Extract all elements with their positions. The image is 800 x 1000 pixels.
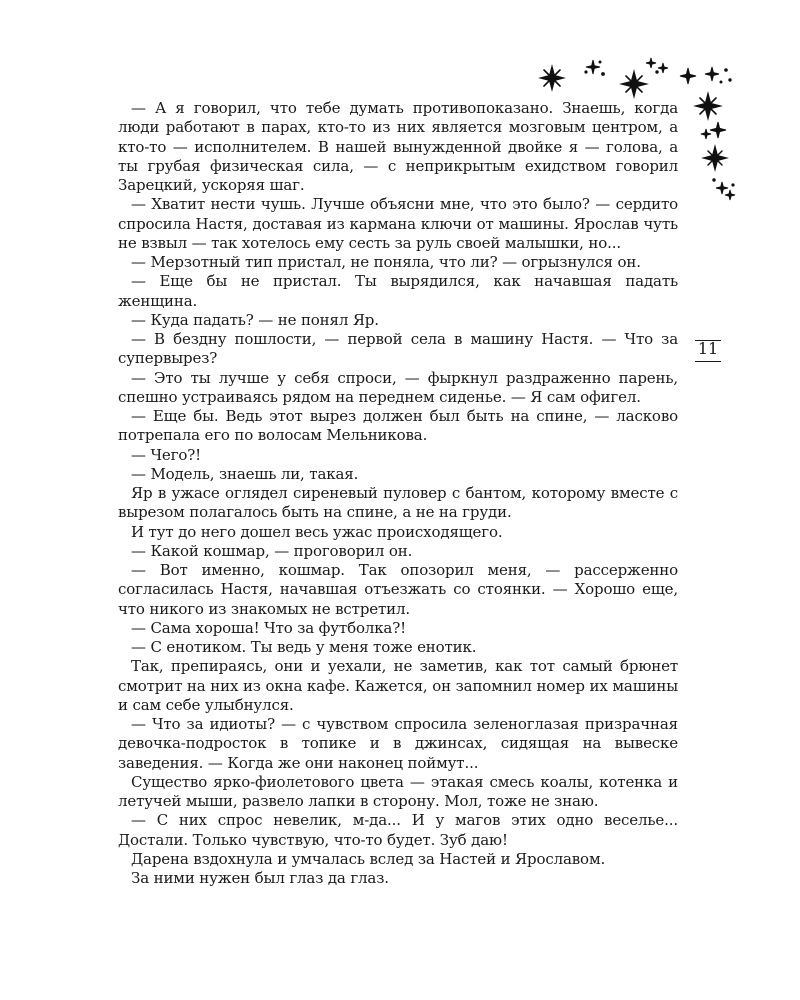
paragraph: — А я говорил, что тебе думать противопоказано. Знаешь, когда люди работают в парах, кто-то из них является мозговым центром, а кто-то — исполнителем. В нашей вынужденной двойке я — голова, а ты грубая физическая сила, — с неприкрытым ехидством говорил Зарецкий, ускоряя шаг. [118, 99, 678, 194]
paragraph: И тут до него дошел весь ужас происходящего. [131, 522, 503, 541]
paragraph: — Это ты лучше у себя спроси, — фыркнул раздраженно парень, спешно устраиваясь рядом на переднем сиденье. — Я сам офигел. [118, 368, 678, 406]
paragraph: — Вот именно, кошмар. Так опозорил меня, — рассерженно согласилась Настя, начавшая отъезжать со стоянки. — Хорошо еще, что никого из знакомых не встретил. [118, 561, 678, 618]
paragraph: — Еще бы. Ведь этот вырез должен был быть на спине, — ласково потрепала его по волосам Мельникова. [118, 407, 678, 445]
paragraph: Дарена вздохнула и умчалась вслед за Настей и Ярославом. [131, 849, 606, 868]
paragraph: — Модель, знаешь ли, такая. [131, 464, 359, 483]
paragraph: — Какой кошмар, — проговорил он. [131, 541, 413, 560]
paragraph: — С енотиком. Ты ведь у меня тоже енотик. [131, 638, 477, 656]
paragraph: — Хватит нести чушь. Лучше объясни мне, что это было? — сердито спросила Настя, доставая из кармана ключи от машины. Ярослав чуть не взвыл — так хотелось ему сесть за руль своей малышки, но... [118, 195, 678, 252]
paragraph: — Куда падать? — не понял Яр. [131, 310, 379, 329]
paragraph: За ними нужен был глаз да глаз. [131, 869, 389, 887]
paragraph: — Мерзотный тип пристал, не поняла, что ли? — огрызнулся он. [131, 253, 641, 271]
page-number: 11 [697, 339, 719, 358]
paragraph: Яр в ужасе оглядел сиреневый пуловер с бантом, которому вместе с вырезом полагалось быть на спине, а не на груди. [118, 484, 678, 522]
body-text [118, 99, 678, 888]
paragraph: — Еще бы не пристал. Ты вырядился, как начавшая падать женщина. [118, 272, 678, 310]
paragraph: — С них спрос невелик, м-да... И у магов этих одно веселье... Достали. Только чувствую, что-то будет. Зуб даю! [118, 811, 678, 849]
paragraph: — Что за идиоты? — с чувством спросила зеленоглазая призрачная девочка-подросток в топике и в джинсах, сидящая на вывеске заведения. — Когда же они наконец поймут... [118, 715, 678, 772]
page-number-rule-bottom [695, 361, 721, 362]
paragraph: — Чего?! [131, 445, 201, 464]
paragraph: Так, препираясь, они и уехали, не заметив, как тот самый брюнет смотрит на них из окна кафе. Кажется, он запомнил номер их машины и сам себе улыбнулся. [118, 657, 678, 714]
paragraph: — В бездну пошлости, — первой села в машину Настя. — Что за супервырез? [118, 330, 678, 368]
paragraph: — Сама хороша! Что за футболка?! [131, 618, 406, 637]
paragraph: Существо ярко-фиолетового цвета — этакая смесь коалы, котенка и летучей мыши, развело лапки в сторону. Мол, тоже не знаю. [118, 772, 678, 810]
